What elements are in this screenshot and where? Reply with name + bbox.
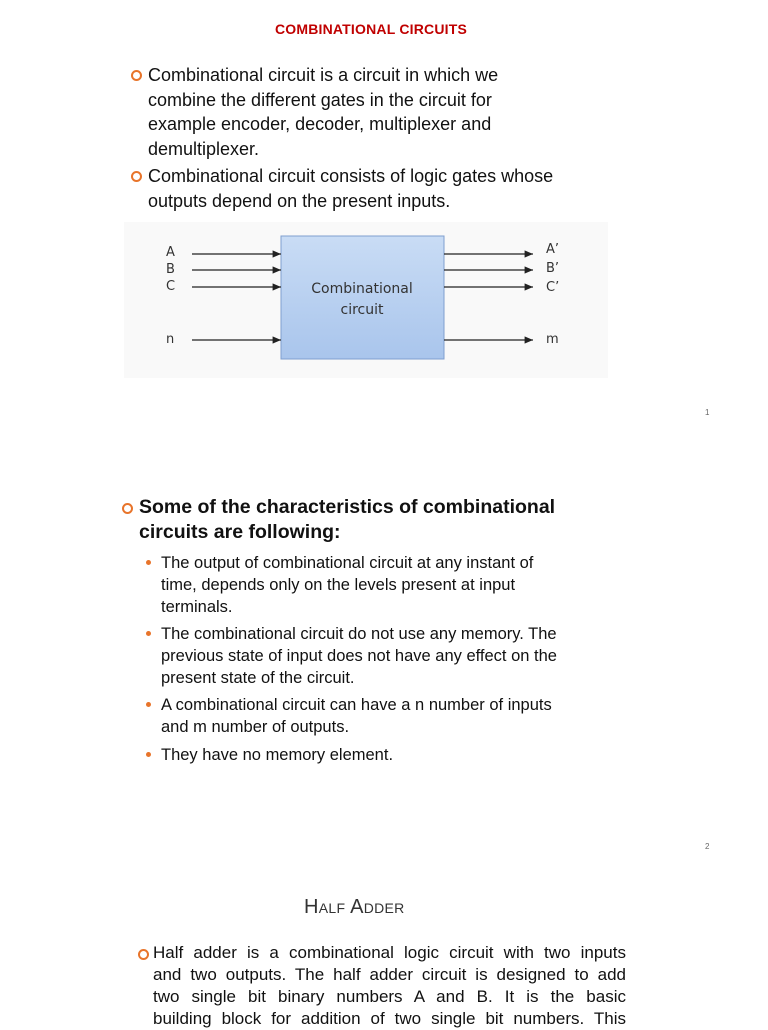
- text-line: Combinational circuit consists of logic gates whose: [148, 166, 554, 186]
- text-line: terminals.: [161, 598, 233, 616]
- section-title-half-adder: Half Adder: [304, 896, 405, 918]
- input-label-n: n: [166, 332, 175, 347]
- paragraph-logic-gates: [148, 164, 553, 213]
- circuit-box-label: Combinational: [311, 281, 413, 297]
- bullet-marker: [138, 949, 149, 960]
- page-number: 2: [705, 842, 710, 851]
- text-line: They have no memory element.: [161, 746, 394, 764]
- text-line: combine the different gates in the circuit for: [148, 89, 492, 110]
- bullet-dot: [146, 702, 151, 707]
- output-label-a-prime: A’: [546, 242, 560, 257]
- page-number: 1: [705, 408, 710, 417]
- section-heading-characteristics: [139, 495, 555, 545]
- circuit-box-label: circuit: [340, 302, 384, 318]
- bullet-dot: [146, 631, 151, 636]
- text-line: Some of the characteristics of combinational: [139, 496, 556, 518]
- text-line: two single bit binary numbers A and B. It is the basic: [153, 987, 626, 1006]
- page-title: COMBINATIONAL CIRCUITS: [274, 21, 468, 37]
- bullet-marker: [131, 171, 142, 182]
- text-line: demultiplexer.: [148, 138, 260, 159]
- output-label-c-prime: C’: [546, 280, 560, 295]
- bullet-dot: [146, 752, 151, 757]
- text-line: outputs depend on the present inputs.: [148, 190, 451, 211]
- input-label-b: B: [166, 262, 175, 277]
- text-line: A combinational circuit can have a n number of inputs: [161, 696, 552, 714]
- paragraph-half-adder: [153, 942, 626, 1030]
- bullet-marker: [131, 70, 142, 81]
- bullet-dot: [146, 560, 151, 565]
- input-label-a: A: [166, 245, 175, 260]
- list-item: [161, 552, 533, 618]
- output-label-m: m: [546, 332, 559, 347]
- text-line: circuits are following:: [139, 521, 341, 543]
- text-line: and two outputs. The half adder circuit is designed to add: [153, 965, 626, 984]
- paragraph-combinational-definition: [148, 63, 498, 161]
- list-item: [161, 744, 393, 766]
- circuit-box: [281, 236, 444, 359]
- text-line: time, depends only on the levels present at input: [161, 576, 516, 594]
- input-label-c: C: [166, 279, 176, 294]
- text-line: The output of combinational circuit at any instant of: [161, 554, 534, 572]
- output-label-b-prime: B’: [546, 261, 560, 276]
- text-line: The combinational circuit do not use any memory. The: [161, 625, 557, 643]
- combinational-circuit-diagram: [124, 222, 608, 378]
- list-item: [161, 694, 552, 738]
- text-line: and m number of outputs.: [161, 718, 350, 736]
- text-line: building block for addition of two single bit numbers. This: [153, 1009, 626, 1028]
- text-line: Half adder is a combinational logic circuit with two inputs: [153, 943, 626, 962]
- list-item: [161, 623, 557, 689]
- text-line: present state of the circuit.: [161, 669, 355, 687]
- text-line: previous state of input does not have any effect on the: [161, 647, 557, 665]
- bullet-marker: [122, 503, 133, 514]
- text-line: example encoder, decoder, multiplexer and: [148, 114, 492, 134]
- text-line: Combinational circuit is a circuit in which we: [148, 65, 499, 85]
